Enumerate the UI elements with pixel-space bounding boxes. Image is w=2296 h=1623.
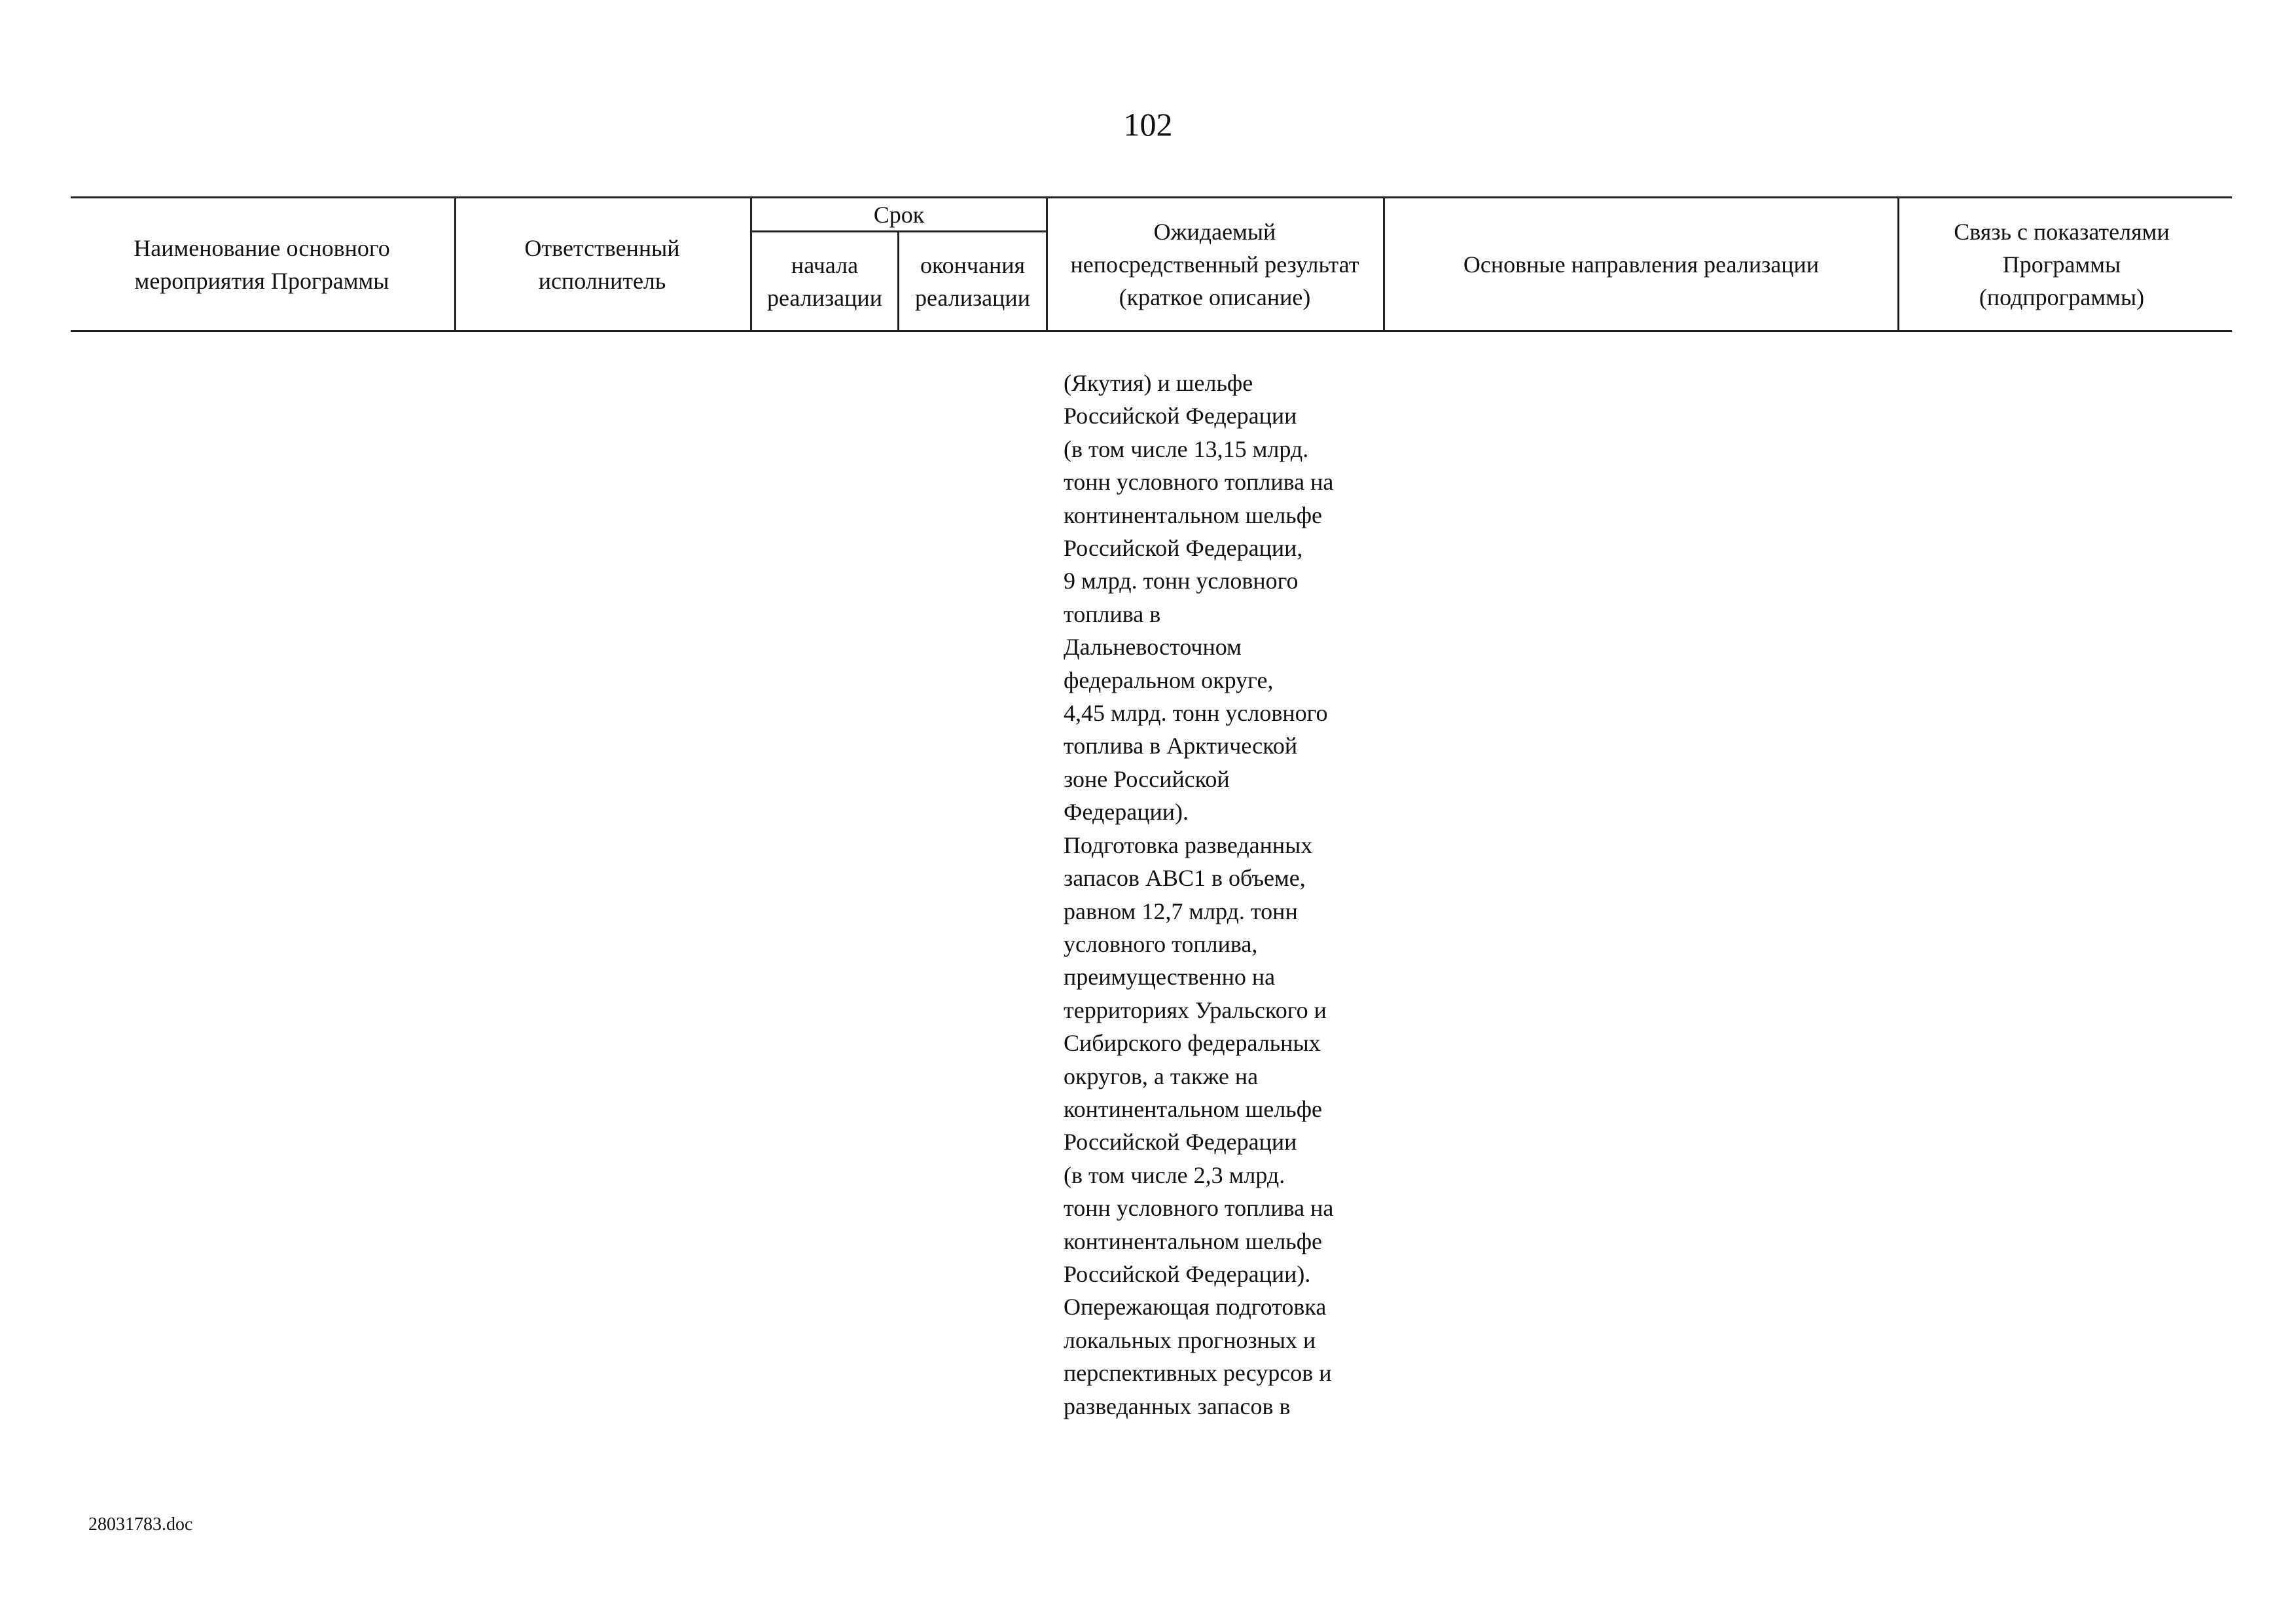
expected-result-text: (Якутия) и шельфе Российской Федерации (в том числе 13,15 млрд. тонн условного топлива на континентальном шельфе Российской Федерации, 9 млрд. тонн условного топлива в Дальневосточном федеральном округе, 4,45 млрд. тонн условного топлива в Арктической зоне Российской Федерации). Подготовка разведанных запасов АВС1 в объеме, равном 12,7 млрд. тонн условного топлива, преимущественно на территориях Уральского и Сибирского федеральных округов, а также на континентальном шельфе Российской Федерации (в том числе 2,3 млрд. тонн условного топлива на континентальном шельфе Российской Федерации). Опережающая подготовка локальных прогнозных и перспективных ресурсов и разведанных запасов в [1064, 370, 1334, 1419]
col-divider-1 [454, 196, 456, 332]
header-term-end: окончания реализации [915, 251, 1030, 311]
header-term-start: начала реализации [767, 251, 882, 311]
header-directions: Основные направления реализации [1463, 251, 1820, 278]
table-header-bottom-rule [71, 330, 2232, 332]
header-link: Связь с показателями Программы (подпрограммы) [1954, 218, 2170, 310]
header-executor: Ответственный исполнитель [524, 234, 680, 294]
header-term: Срок [873, 201, 925, 228]
header-expected-result: Ожидаемый непосредственный результат (краткое описание) [1070, 218, 1359, 310]
header-name: Наименование основного мероприятия Программы [134, 234, 390, 294]
footer-filename: 28031783.doc [88, 1514, 193, 1535]
col-divider-4 [1046, 196, 1048, 332]
col-divider-6 [1897, 196, 1899, 332]
page-number: 102 [1123, 106, 1173, 143]
